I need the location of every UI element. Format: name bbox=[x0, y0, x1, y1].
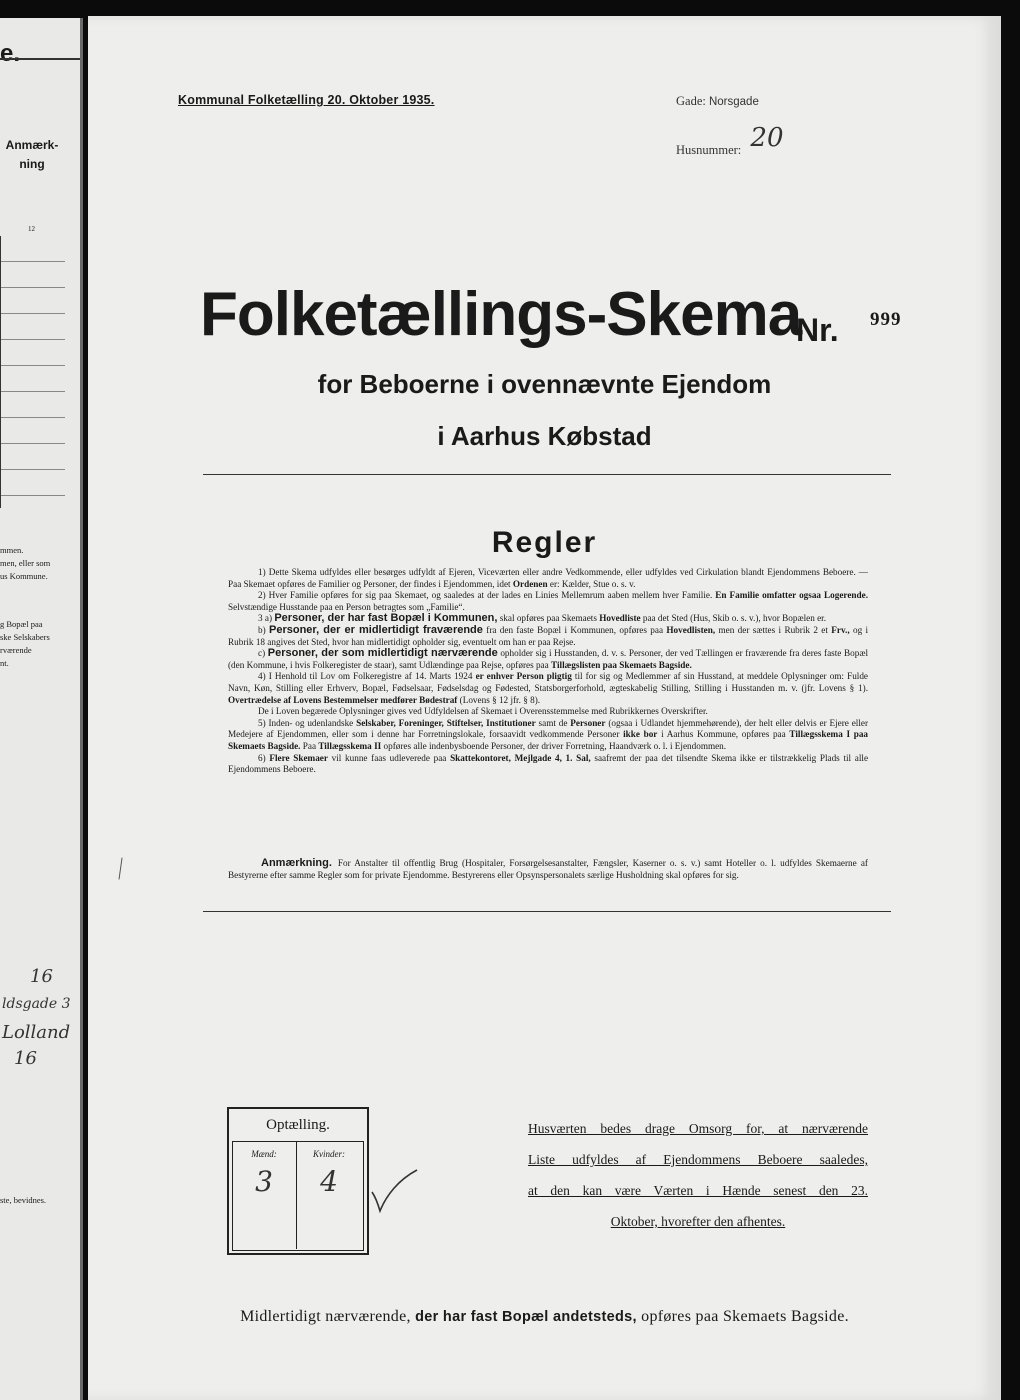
street-value: Norsgade bbox=[708, 96, 759, 108]
handwritten-entry: ldsgade 3 bbox=[2, 996, 71, 1012]
left-bottom-text: ste, bevidnes. bbox=[0, 1195, 47, 1205]
checkmark-icon bbox=[370, 1168, 420, 1213]
handwritten-entry: Lolland bbox=[2, 1022, 71, 1043]
women-count: 4 bbox=[320, 1165, 338, 1198]
landlord-instructions bbox=[528, 1113, 868, 1237]
column-number: 12 bbox=[28, 225, 35, 233]
rules-text bbox=[228, 567, 868, 776]
rule-3b: b) Personer, der er midlertidigt fraværende fra den faste Bopæl i Kommunen, opføres paa Hovedlisten, men der sættes i Rubrik 2 et Frv., og i Rubrik 18 angives det Sted, hvor han midlertidigt opholder sig, eventuelt om han er paa Rejse. bbox=[228, 623, 869, 647]
house-number-field bbox=[676, 123, 784, 161]
rule-4: 4) I Henhold til Lov om Folkeregistre af 14. Marts 1924 er enhver Person pligtig til for sig og Medlemmer af sin Husstand, at meddele Oplysninger om: Fulde Navn, Køn, Stilling eller Erhverv, Bopæl, Fødselsaar, Fødselsdag og Fødested, Statsborgerforhold, ægteskabelig Stilling, Stilling i Husstanden m. v. (jfr. Lovens § 1). Overtrædelse af Lovens Bestemmelser medfører Bødestraf (Lovens § 12 jfr. § 8). bbox=[228, 671, 869, 705]
rule-2: 2) Hver Familie opføres for sig paa Skemaet, og saaledes at der lades en Linies Mellemrum aaben mellem hver Familie. En Familie omfatter ogsaa Logerende. Selvstændige Husstande paa en Person betragtes som „Familie“. bbox=[228, 590, 868, 612]
note-text: For Anstalter til offentlig Brug (Hospitaler, Forsørgelsesanstalter, Fængsler, Kaserner o. s. v.) samt Hoteller o. l. udfyldes Skemaerne af Bestyrerne efter samme Regler som for private Ejendomme. Bestyrerens eller Opsynspersonalets særlige Husholdning skal opføres for sig. bbox=[228, 858, 868, 880]
instruction-line: Oktober, hvorefter den afhentes. bbox=[610, 1214, 786, 1229]
left-note-2: g Bopæl paa ske Selskabers rværende nt. bbox=[0, 619, 50, 668]
men-count: 3 bbox=[255, 1165, 273, 1198]
form-number-label: Nr. bbox=[796, 312, 839, 348]
rule-4b: De i Loven begærede Oplysninger gives ved Udfyldelsen af Skemaet i Overensstemmelse med Rubrikkernes Overskrifter. bbox=[258, 706, 708, 717]
margin-pen-mark bbox=[119, 858, 129, 881]
instruction-line: at den kan være Værten i Hænde senest den 23. bbox=[528, 1183, 868, 1198]
divider bbox=[203, 474, 891, 475]
street-label: Gade: bbox=[676, 94, 706, 108]
census-header-title: Kommunal Folketælling 20. Oktober 1935. bbox=[178, 93, 435, 107]
rules-heading: Regler bbox=[491, 526, 598, 559]
men-label: Mænd: bbox=[251, 1149, 277, 1159]
count-box bbox=[227, 1107, 369, 1255]
form-title: Folketællings-Skema bbox=[200, 280, 802, 349]
women-label: Kvinder: bbox=[313, 1149, 345, 1159]
census-form-sheet bbox=[88, 16, 1001, 1400]
house-number-label: Husnummer: bbox=[676, 143, 742, 157]
ruled-lines bbox=[0, 236, 65, 508]
handwritten-entry: 16 bbox=[30, 966, 53, 987]
count-title: Optælling. bbox=[266, 1117, 330, 1133]
column-heading: Anmærk- ning bbox=[5, 138, 59, 171]
rule-6: 6) Flere Skemaer vil kunne faas udleverede paa Skattekontoret, Mejlgade 4, 1. Sal, saafremt der paa det tilsendte Skema ikke er tilstrækkelig Plads til alle Ejendommens Beboere. bbox=[228, 752, 869, 775]
note-label: Anmærkning. bbox=[261, 857, 332, 869]
note-paragraph bbox=[228, 857, 868, 881]
instruction-line: Liste udfyldes af Ejendommens Beboere saaledes, bbox=[528, 1152, 868, 1167]
form-subtitle-location: i Aarhus Købstad bbox=[437, 421, 652, 451]
page-letter: e. bbox=[0, 40, 21, 67]
footer-note: Midlertidigt nærværende, der har fast Bopæl andetsteds, opføres paa Skemaets Bagside. bbox=[240, 1308, 849, 1325]
divider bbox=[203, 911, 891, 912]
left-note-1: mmen. men, eller som us Kommune. bbox=[0, 545, 51, 581]
instruction-line: Husværten bedes drage Omsorg for, at nærværende bbox=[528, 1121, 868, 1136]
street-field bbox=[676, 94, 759, 109]
form-subtitle: for Beboerne i ovennævnte Ejendom bbox=[317, 369, 772, 399]
rule-3c: c) Personer, der som midlertidigt nærværende opholder sig i Husstanden, d. v. s. Personer, der ved Tællingen er fraværende fra deres faste Bopæl (den Kommune, i hvis Folkeregister de staar), samt Udlændinge paa Rejse, opføres paa Tillægslisten paa Skemaets Bagside. bbox=[228, 647, 869, 670]
rule-3a: 3 a) Personer, der har fast Bopæl i Kommunen, skal opføres paa Skemaets Hovedliste paa det Sted (Hus, Skib o. s. v.), hvor Bopælen er. bbox=[258, 612, 827, 625]
rule-5: 5) Inden- og udenlandske Selskaber, Foreninger, Stiftelser, Institutioner samt de Personer (ogsaa i Udlandet hjemmehørende), der helt eller delvis er Ejere eller Medejere af Ejendommen, eller som i denne har Forretningslokale, forsaavidt vedkommende Personer ikke bor i Aarhus Kommune, opføres paa Tillægsskema I paa Skemaets Bagside. Paa Tillægsskema II opføres alle indenbysboende Personer, der driver Forretning, Haandværk o. l. i Ejendommen. bbox=[228, 717, 869, 751]
form-number-value: 999 bbox=[870, 309, 902, 330]
rule-1: 1) Dette Skema udfyldes eller besørges udfyldt af Ejeren, Viceværten eller andre Vedkommende, eller udfyldes ved Cirkulation blandt Ejendommens Beboere. — Paa Skemaet opføres de Familier og Personer, der findes i Ejendommen, idet Ordenen er: Kælder, Stue o. s. v. bbox=[228, 567, 868, 589]
adjacent-page-fragment bbox=[0, 18, 83, 1400]
handwritten-entry: 16 bbox=[14, 1048, 37, 1069]
house-number-value: 20 bbox=[750, 123, 784, 153]
